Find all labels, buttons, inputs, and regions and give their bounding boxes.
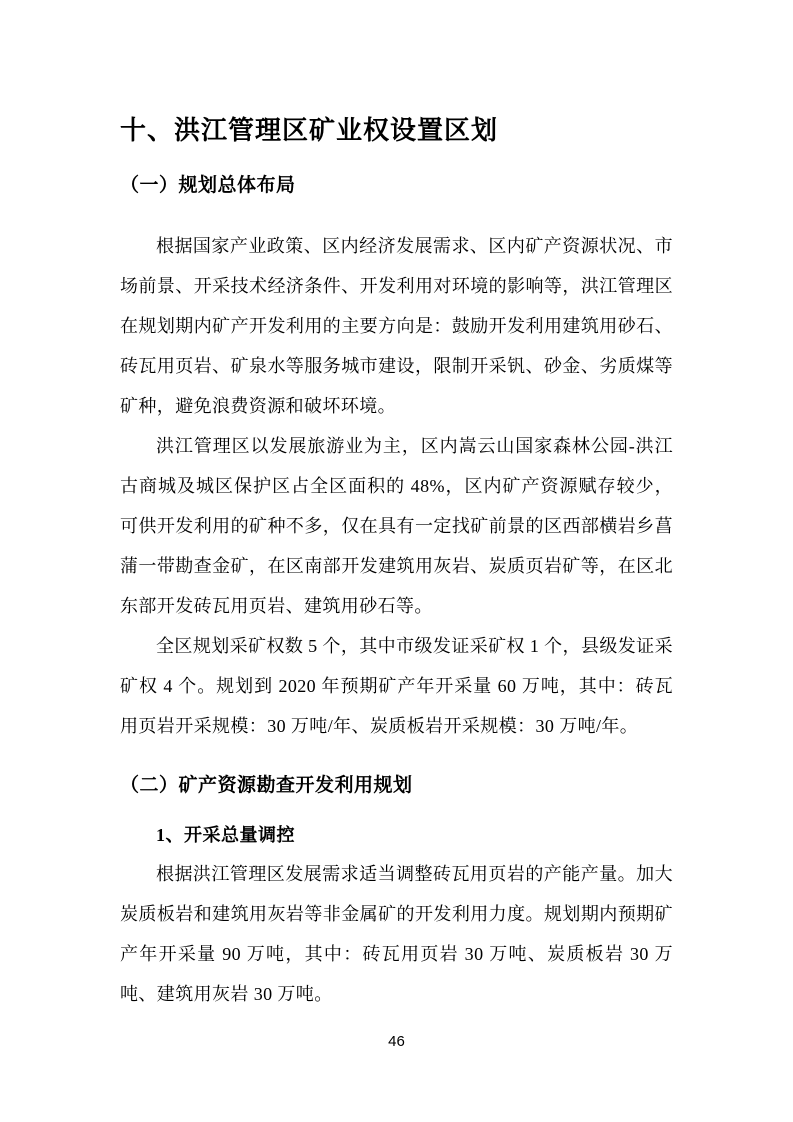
page-number: 46 [388,1033,405,1050]
subsection-heading-1: 1、开采总量调控 [156,825,295,845]
section-heading-1: （一）规划总体布局 [120,175,296,196]
section-heading-2: （二）矿产资源勘查开发利用规划 [120,775,413,796]
paragraph: 洪江管理区以发展旅游业为主，区内嵩云山国家森林公园-洪江古商城及城区保护区占全区面积的 48%，区内矿产资源赋存较少，可供开发利用的矿种不多，仅在具有一定找矿前景的区西部横岩乡菖蒲一带勘查金矿，在区南部开发建筑用灰岩、炭质页岩矿等，在区北东部开发砖瓦用页岩、建筑用砂石等。 [120,436,673,616]
paragraph: 根据洪江管理区发展需求适当调整砖瓦用页岩的产能产量。加大炭质板岩和建筑用灰岩等非金属矿的开发利用力度。规划期内预期矿产年开采量 90 万吨，其中：砖瓦用页岩 30 万吨、炭质板岩 30 万吨、建筑用灰岩 30 万吨。 [120,864,673,1004]
paragraph: 根据国家产业政策、区内经济发展需求、区内矿产资源状况、市场前景、开采技术经济条件、开发利用对环境的影响等，洪江管理区在规划期内矿产开发利用的主要方向是：鼓励开发利用建筑用砂石、砖瓦用页岩、矿泉水等服务城市建设，限制开采钒、砂金、劣质煤等矿种，避免浪费资源和破坏环境。 [120,236,673,416]
page-title: 十、洪江管理区矿业权设置区划 [120,116,499,145]
paragraph: 全区规划采矿权数 5 个，其中市级发证采矿权 1 个，县级发证采矿权 4 个。规划到 2020 年预期矿产年开采量 60 万吨，其中：砖瓦用页岩开采规模：30 万吨/年、炭质板岩开采规模：30 万吨/年。 [120,636,673,736]
